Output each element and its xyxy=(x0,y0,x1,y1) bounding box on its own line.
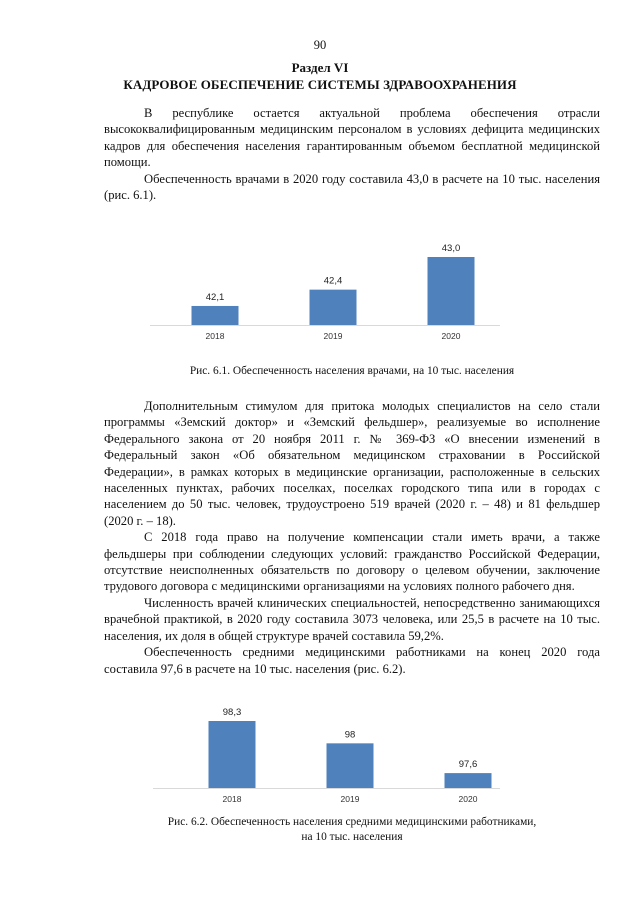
caption-line: на 10 тыс. населения xyxy=(301,831,403,843)
physicians-bar-chart xyxy=(150,230,500,345)
section-label: Раздел VI xyxy=(291,60,349,75)
intro-text xyxy=(104,105,600,203)
paragraph: В республике остается актуальной проблема обеспечения отрасли высококвалифицированным медицинским персоналом в условиях дефицита медицинских кадров для обеспечения населения гарантированным объемом бесплатной медицинской помощи. xyxy=(104,106,600,170)
bar-2018 xyxy=(209,721,256,788)
body-text xyxy=(104,398,600,677)
bar-2019 xyxy=(327,743,374,788)
bar-2019 xyxy=(310,290,357,325)
section-title: КАДРОВОЕ ОБЕСПЕЧЕНИЕ СИСТЕМЫ ЗДРАВООХРАНЕНИЯ xyxy=(123,77,517,92)
data-label: 98,3 xyxy=(222,707,242,718)
paragraph: Численность врачей клинических специальностей, непосредственно занимающихся врачебной практикой, в 2020 году составила 3073 человека, или 25,5 в расчете на 10 тыс. населения, их доля в общей структуре врачей составила 59,2%. xyxy=(104,595,600,643)
data-label: 42,1 xyxy=(205,291,225,303)
paragraph: Обеспеченность средними медицинскими работниками на конец 2020 года составила 97,6 в расчете на 10 тыс. населения (рис. 6.2). xyxy=(104,645,600,676)
bar-2018 xyxy=(192,306,239,325)
bar-2020 xyxy=(428,257,475,325)
x-tick-label: 2018 xyxy=(222,794,242,804)
bar-2020 xyxy=(445,773,492,788)
data-label: 43,0 xyxy=(441,243,461,254)
x-tick-label: 2020 xyxy=(458,794,478,804)
paragraph: Дополнительным стимулом для притока молодых специалистов на село стали программы «Земский доктор» и «Земский фельдшер», реализуемые во исполнение Федерального закона от 20 ноября 2011 г. № 369-ФЗ «О внесении изменений в Федеральный закон «Об обязательном медицинском страховании в Российской Федерации», в рамках которых в медицинские организации, расположенные в сельских населенных пунктах, рабочих поселках, поселках городского типа или в городах с населением до 50 тыс. человек, трудоустроено 519 врачей (2020 г. – 48) и 81 фельдшер (2020 г. – 18). xyxy=(104,399,600,528)
data-label: 97,6 xyxy=(458,759,478,771)
data-label: 42,4 xyxy=(323,275,343,287)
paragraph: С 2018 года право на получение компенсации стали иметь врачи, а также фельдшеры при соблюдении следующих условий: гражданство Российской Федерации, отсутствие неисполненных обязательств по договору о целевом обучении, заключение трудового договора с медицинскими организациями на условиях полного рабочего дня. xyxy=(104,530,600,594)
page-number: 90 xyxy=(313,38,327,52)
data-label: 98 xyxy=(344,729,356,741)
figure-caption-6-1: Рис. 6.1. Обеспеченность населения врачами, на 10 тыс. населения xyxy=(189,365,515,377)
caption-line: Рис. 6.2. Обеспеченность населения средними медицинскими работниками, xyxy=(167,816,537,828)
x-tick-label: 2019 xyxy=(323,331,343,341)
x-tick-label: 2018 xyxy=(205,331,225,341)
x-tick-label: 2020 xyxy=(441,331,461,341)
x-tick-label: 2019 xyxy=(340,794,360,804)
figure-caption-6-2 xyxy=(104,815,600,845)
nurses-bar-chart xyxy=(150,700,500,810)
paragraph: Обеспеченность врачами в 2020 году составила 43,0 в расчете на 10 тыс. населения (рис. 6.1). xyxy=(104,171,600,203)
